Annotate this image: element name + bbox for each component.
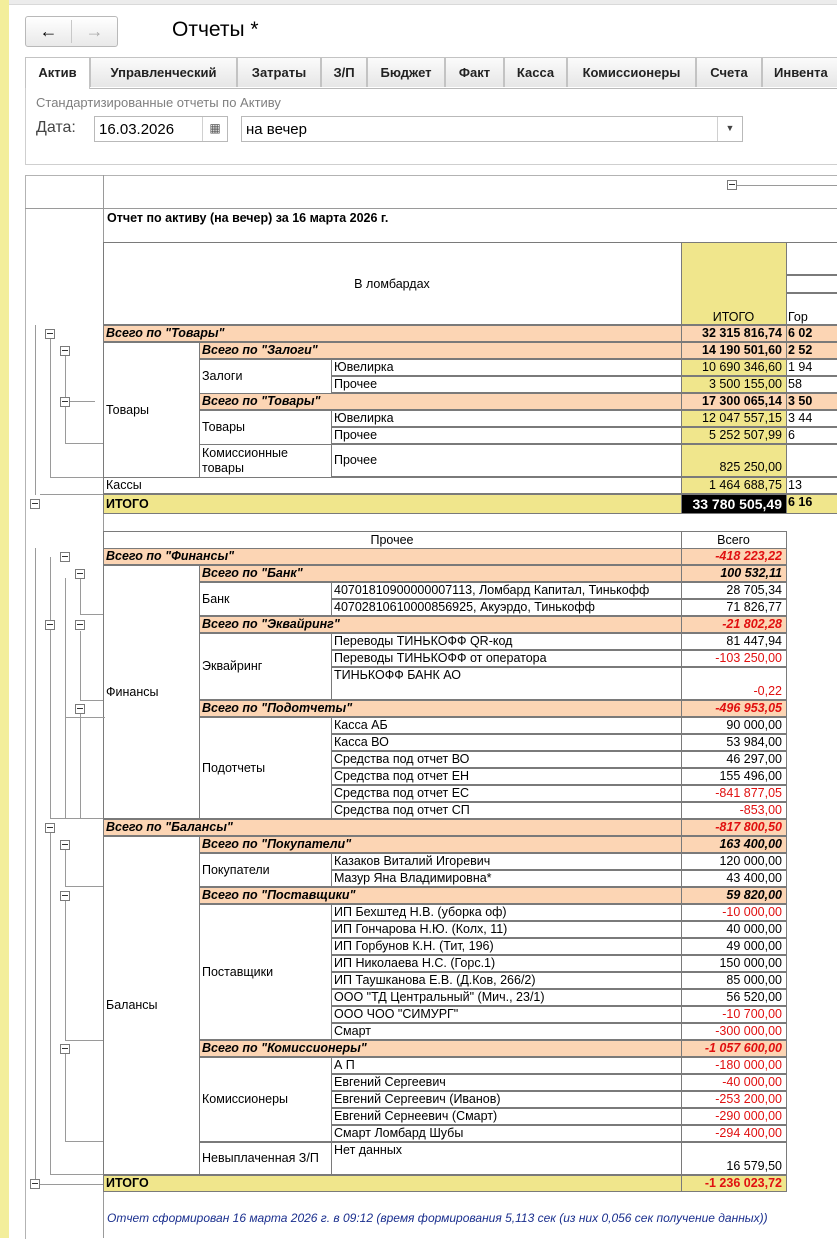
collapse-toggle-icon[interactable] <box>60 552 70 562</box>
subtotal-label: Всего по "Финансы" <box>106 549 235 563</box>
tree-line <box>35 325 36 495</box>
tree-line <box>80 578 81 615</box>
collapse-toggle-icon[interactable] <box>30 1179 40 1189</box>
extra-text: 2 52 <box>788 343 813 357</box>
group-ekvairing: Эквайринг <box>202 659 263 673</box>
collapse-toggle-icon[interactable] <box>60 397 70 407</box>
tree-line <box>80 714 81 818</box>
detail-label: Прочее <box>334 428 378 442</box>
grand-total-label: ИТОГО <box>106 1176 149 1190</box>
value-text: 56 520,00 <box>726 990 782 1004</box>
calendar-icon[interactable]: ▦ <box>202 117 227 141</box>
value-text: 59 820,00 <box>726 888 782 902</box>
value-text: -817 800,50 <box>715 820 782 834</box>
value-text: 100 532,11 <box>720 566 782 580</box>
value-text: 53 984,00 <box>726 735 782 749</box>
detail-label: Нет данных <box>334 1143 403 1157</box>
tab-zp[interactable]: З/П <box>321 57 367 87</box>
value-text: -103 250,00 <box>715 651 782 665</box>
value-text: 1 464 688,75 <box>709 478 782 492</box>
tree-line <box>65 850 66 887</box>
extra-text: 6 16 <box>788 495 813 509</box>
value-text: 163 400,00 <box>719 837 782 851</box>
value-text: -418 223,22 <box>715 549 782 563</box>
tab-komissionery[interactable]: Комиссионеры <box>567 57 696 87</box>
detail-label: Переводы ТИНЬКОФФ QR-код <box>334 634 513 648</box>
value-text: -10 700,00 <box>722 1007 782 1021</box>
tree-line <box>80 700 103 701</box>
subtotal-label: Всего по "Комиссионеры" <box>202 1041 367 1055</box>
collapse-columns-icon[interactable] <box>727 180 737 190</box>
value-text: -290 000,00 <box>715 1109 782 1123</box>
header2-left-text: Прочее <box>370 533 414 547</box>
subtotal-label: Всего по "Покупатели" <box>202 837 352 851</box>
detail-label: Касса ВО <box>334 735 389 749</box>
chevron-down-icon[interactable]: ▼ <box>717 117 742 141</box>
detail-label: Средства под отчет ЕН <box>334 769 470 783</box>
tree-line <box>65 443 103 444</box>
group-finansy: Финансы <box>106 684 159 699</box>
detail-label: ИП Горбунов К.Н. (Тит, 196) <box>334 939 494 953</box>
tab-zatraty[interactable]: Затраты <box>237 57 321 87</box>
column-group-line <box>737 185 837 186</box>
tree-line <box>50 330 51 478</box>
window-title: Отчеты * <box>172 18 259 41</box>
collapse-toggle-icon[interactable] <box>45 329 55 339</box>
value-text: -40 000,00 <box>722 1075 782 1089</box>
value-text: 32 315 816,74 <box>702 326 782 340</box>
value-text: 46 297,00 <box>726 752 782 766</box>
detail-label: Прочее <box>334 453 378 467</box>
tree-line <box>50 1174 103 1175</box>
detail-label: Евгений Сернеевич (Смарт) <box>334 1109 498 1123</box>
extra-text <box>788 444 837 477</box>
tree-line <box>65 1040 103 1041</box>
tree-line <box>80 631 81 701</box>
group-pokupateli: Покупатели <box>202 862 270 877</box>
tree-line <box>35 548 36 1184</box>
tree-line <box>40 1184 103 1185</box>
detail-label: Ювелирка <box>334 411 394 425</box>
tree-line <box>65 1053 66 1141</box>
value-text: 10 690 346,60 <box>702 360 782 374</box>
value-text: 5 252 507,99 <box>709 428 782 442</box>
tab-bar <box>25 57 837 89</box>
header-extra-text: Гор <box>788 310 808 324</box>
extra-text: 1 94 <box>788 360 813 374</box>
value-text: -1 236 023,72 <box>704 1176 782 1190</box>
tree-line <box>65 717 105 718</box>
value-text: -1 057 600,00 <box>704 1041 782 1055</box>
value-text: 85 000,00 <box>726 973 782 987</box>
detail-label: ИП Таушканова Е.В. (Д.Ков, 266/2) <box>334 973 536 987</box>
collapse-toggle-icon[interactable] <box>60 840 70 850</box>
period-value: на вечер <box>246 121 307 138</box>
collapse-toggle-icon[interactable] <box>45 823 55 833</box>
detail-label: ООО "ТД Центральный" (Мич., 23/1) <box>334 990 545 1004</box>
tree-line <box>65 578 66 818</box>
value-text: 33 780 505,49 <box>692 496 782 512</box>
group-bank: Банк <box>202 591 230 606</box>
value-text: 71 826,77 <box>726 600 782 614</box>
value-text: -294 400,00 <box>715 1126 782 1140</box>
collapse-toggle-icon[interactable] <box>45 620 55 630</box>
group-nevyplachennaya: Невыплаченная З/П <box>202 1151 319 1165</box>
detail-label: Прочее <box>334 377 378 391</box>
value-text: -300 000,00 <box>715 1024 782 1038</box>
tab-fakt[interactable]: Факт <box>445 57 504 87</box>
top-border <box>9 0 837 5</box>
tree-line <box>50 477 103 478</box>
group-podotchety: Подотчеты <box>202 760 266 775</box>
detail-label: Евгений Сергеевич <box>334 1075 446 1089</box>
arrow-right-icon[interactable]: → <box>85 21 104 41</box>
value-text: -841 877,05 <box>715 786 782 800</box>
detail-label: Смарт <box>334 1024 371 1038</box>
header-extra-divider2 <box>786 292 837 294</box>
value-text: 90 000,00 <box>726 718 782 732</box>
value-text: -21 802,28 <box>722 617 782 631</box>
group-tovary: Товары <box>202 420 245 434</box>
extra-text: 6 <box>788 428 795 442</box>
value-text: 14 190 501,60 <box>702 343 782 357</box>
extra-text: 13 <box>788 478 802 492</box>
detail-label: ООО ЧОО "СИМУРГ" <box>334 1007 459 1021</box>
detail-label: Казаков Виталий Игоревич <box>334 854 491 868</box>
value-text: -10 000,00 <box>722 905 782 919</box>
tree-line <box>65 900 66 1041</box>
subtotal-label: Всего по "Подотчеты" <box>202 701 353 715</box>
header-extra-divider <box>786 274 837 276</box>
detail-label: ИП Гончарова Н.Ю. (Колх, 11) <box>334 922 508 936</box>
detail-label: 40701810900000007113, Ломбард Капитал, Тинькофф <box>334 583 650 597</box>
subtotal-label: Всего по "Балансы" <box>106 820 233 834</box>
subtotal-label: Всего по "Товары" <box>202 394 321 408</box>
detail-label: А П <box>334 1058 355 1072</box>
detail-label: Средства под отчет ЕС <box>334 786 470 800</box>
left-accent-strip <box>0 0 9 1238</box>
value-text: 825 250,00 <box>719 460 782 474</box>
value-text: 3 500 155,00 <box>709 377 782 391</box>
detail-label: ИП Бехштед Н.В. (уборка оф) <box>334 905 507 919</box>
grand-total-label: ИТОГО <box>106 497 149 511</box>
tree-line <box>50 832 51 1175</box>
value-text: -253 200,00 <box>715 1092 782 1106</box>
value-text: 12 047 557,15 <box>702 411 782 425</box>
value-text: -180 000,00 <box>715 1058 782 1072</box>
collapse-toggle-icon[interactable] <box>30 499 40 509</box>
group-komissionery: Комиссионеры <box>202 1092 289 1106</box>
value-text: 150 000,00 <box>719 956 782 970</box>
header-left-text: В ломбардах <box>354 277 430 291</box>
period-select[interactable] <box>241 116 743 142</box>
value-text: 28 705,34 <box>726 583 782 597</box>
subtotal-label: Всего по "Залоги" <box>202 343 318 357</box>
detail-label: Средства под отчет СП <box>334 803 470 817</box>
value-text: 43 400,00 <box>726 871 782 885</box>
extra-text: 58 <box>788 377 802 391</box>
date-value: 16.03.2026 <box>99 121 175 138</box>
group-zalogi: Залоги <box>202 369 243 383</box>
group-postavshchiki: Поставщики <box>202 964 274 979</box>
navigation-buttons <box>25 16 118 47</box>
header-total-text: ИТОГО <box>712 310 755 324</box>
value-text: -496 953,05 <box>715 701 782 715</box>
report-footer: Отчет сформирован 16 марта 2026 г. в 09:12 (время формирования 5,113 сек (из них 0,056 сек получение данных)) <box>107 1211 768 1225</box>
value-text: 49 000,00 <box>726 939 782 953</box>
group-komissionnye: Комиссионные товары <box>202 446 288 475</box>
detail-label: Ювелирка <box>334 360 394 374</box>
tab-byudzhet[interactable]: Бюджет <box>367 57 445 87</box>
tab-scheta[interactable]: Счета <box>696 57 762 87</box>
subtotal-label: Всего по "Эквайринг" <box>202 617 340 631</box>
detail-label: Мазур Яна Владимировна* <box>334 871 492 885</box>
tree-line <box>50 557 51 819</box>
collapse-toggle-icon[interactable] <box>60 346 70 356</box>
report-title: Отчет по активу (на вечер) за 16 марта 2026 г. <box>107 211 389 225</box>
value-text: 17 300 065,14 <box>702 394 782 408</box>
detail-label: Евгений Сергеевич (Иванов) <box>334 1092 501 1106</box>
detail-label: Переводы ТИНЬКОФФ от оператора <box>334 651 547 665</box>
subtotal-label: Всего по "Поставщики" <box>202 888 356 902</box>
extra-text: 6 02 <box>788 326 813 340</box>
tree-line <box>80 614 103 615</box>
value-text: -0,22 <box>753 684 782 698</box>
value-text: 81 447,94 <box>726 634 782 648</box>
detail-label: ТИНЬКОФФ БАНК АО <box>334 668 462 682</box>
value-text: 155 496,00 <box>719 769 782 783</box>
collapse-toggle-icon[interactable] <box>75 569 85 579</box>
tree-line <box>80 818 103 819</box>
subtotal-label: Всего по "Товары" <box>106 326 225 340</box>
detail-label: 40702810610000856925, Акуэрдо, Тинькофф <box>334 600 595 614</box>
collapse-toggle-icon[interactable] <box>60 891 70 901</box>
date-field[interactable] <box>94 116 228 142</box>
tree-line <box>40 494 103 495</box>
collapse-toggle-icon[interactable] <box>60 1044 70 1054</box>
detail-label: ИП Николаева Н.С. (Горс.1) <box>334 956 496 970</box>
detail-cell-prochee <box>331 444 682 478</box>
detail-label: Смарт Ломбард Шубы <box>334 1126 464 1140</box>
collapse-toggle-icon[interactable] <box>75 704 85 714</box>
subtotal-label: Всего по "Банк" <box>202 566 303 580</box>
collapse-toggle-icon[interactable] <box>75 620 85 630</box>
date-label: Дата: <box>36 119 76 136</box>
tree-line <box>65 1141 103 1142</box>
tab-aktiv[interactable]: Актив <box>25 57 90 89</box>
extra-text: 3 44 <box>788 411 813 425</box>
group-tovary-l1: Товары <box>106 402 149 417</box>
value-text: 40 000,00 <box>726 922 782 936</box>
form-subtitle: Стандартизированные отчеты по Активу <box>36 95 281 110</box>
tab-kassa[interactable]: Касса <box>504 57 567 87</box>
arrow-left-icon[interactable]: ← <box>39 21 58 41</box>
tab-inventarizatsiya[interactable]: Инвента <box>762 57 837 87</box>
header2-total-text: Всего <box>717 533 750 547</box>
row-label: Кассы <box>106 478 142 492</box>
detail-label: Средства под отчет ВО <box>334 752 470 766</box>
value-text: 16 579,50 <box>726 1159 782 1173</box>
tab-upravlencheskiy[interactable]: Управленческий <box>90 57 237 87</box>
detail-label: Касса АБ <box>334 718 388 732</box>
group-balansy: Балансы <box>106 998 158 1012</box>
value-text: 120 000,00 <box>719 854 782 868</box>
tree-line <box>65 886 103 887</box>
extra-text: 3 50 <box>788 394 813 408</box>
value-text: -853,00 <box>739 803 782 817</box>
